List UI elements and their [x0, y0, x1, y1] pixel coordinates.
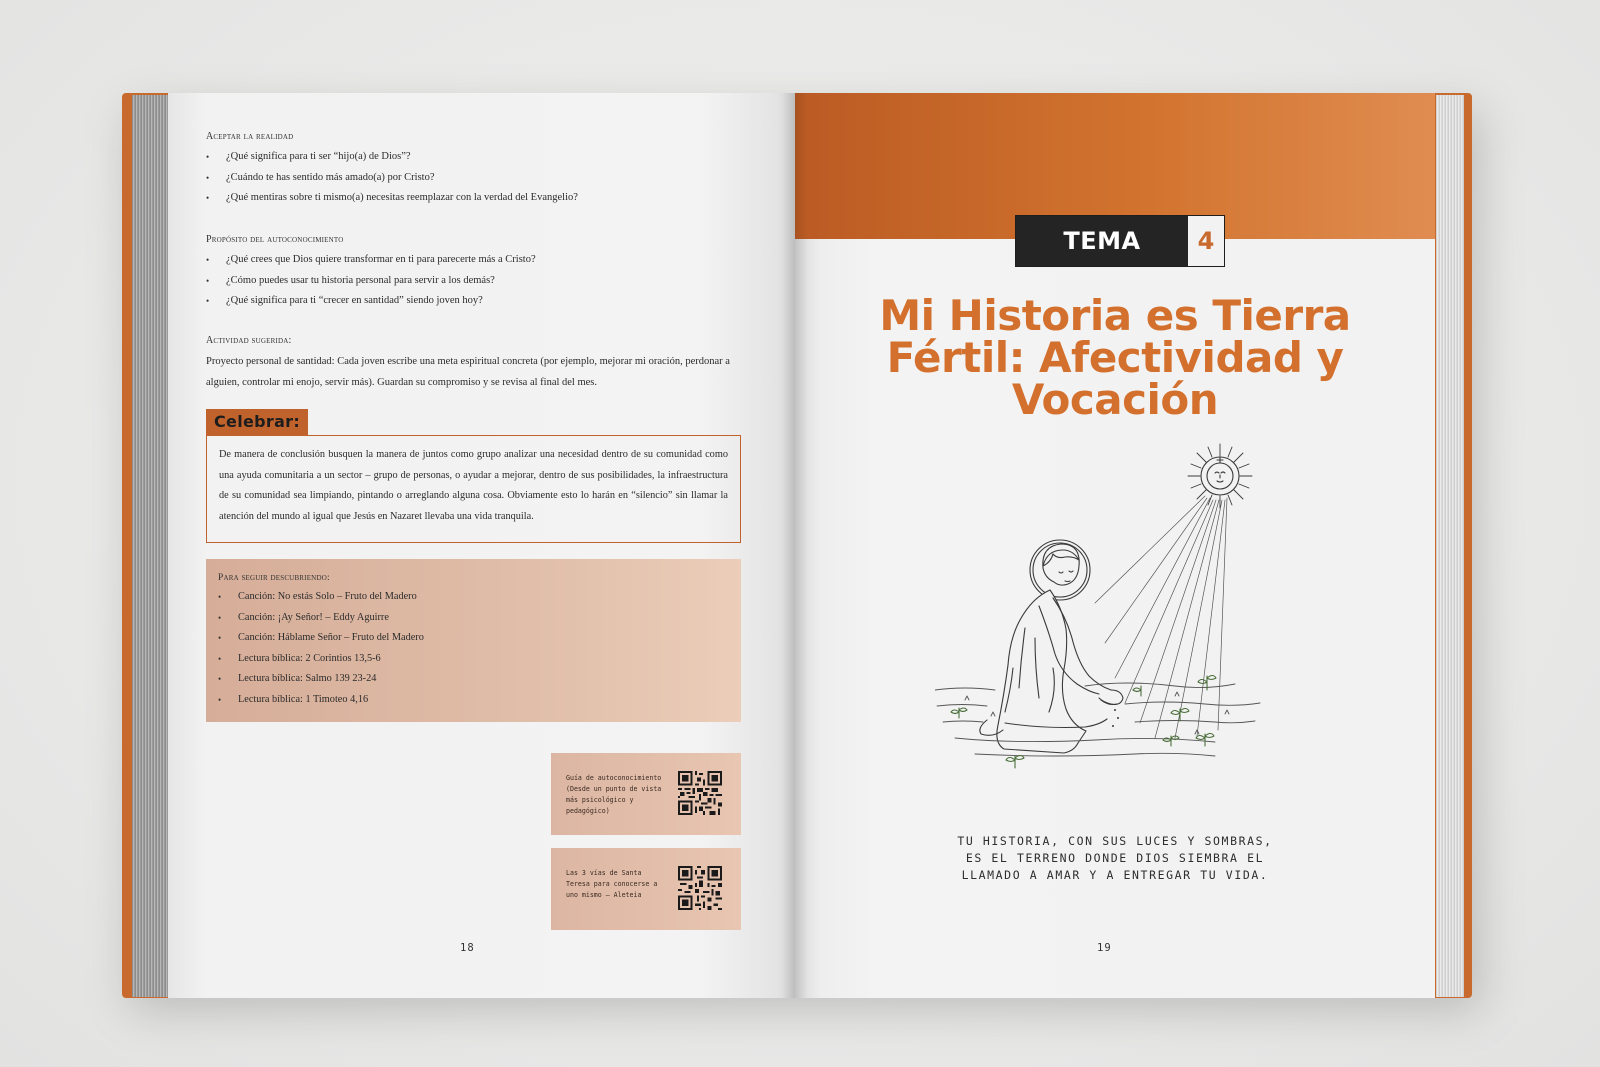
sun-icon	[1188, 444, 1252, 508]
left-page	[168, 93, 795, 998]
section-heading: Actividad sugerida:	[206, 335, 292, 346]
celebrar-text: De manera de conclusión busquen la manera de juntos como grupo analizar una necesidad dentro de su comunidad como una ayuda comunitaria a un sector – grupo de personas, o ayudar a mejorar, dentro de sus posibilidades, la infraestructura de su comunidad sea limpiando, pintando o arreglando alguna cosa. Obviamente esto lo harán en “silencio” sin llamar la atención del mundo al igual que Jesús en Nazaret llevaba una vida tranquila.	[219, 449, 728, 522]
bullet-list	[218, 587, 729, 710]
section-heading: Propósito del autoconocimiento	[206, 234, 344, 245]
activity-text: Proyecto personal de santidad: Cada joven escribe una meta espiritual concreta (por ejemplo, mejorar mi oración, perdonar a alguien, controlar mi enojo, servir más). Guardan su compromiso y se revisa al final del mes.	[206, 356, 730, 388]
section-aceptar	[206, 131, 754, 209]
page-edges-left	[132, 95, 168, 997]
celebrar-title: Celebrar:	[206, 409, 308, 435]
celebrar-box	[206, 435, 741, 543]
list-item: • Lectura bíblica: 1 Timoteo 4,16	[218, 690, 729, 711]
chapter-quote	[875, 833, 1355, 884]
page-edges-right	[1436, 95, 1464, 997]
list-item: • ¿Qué mentiras sobre ti mismo(a) necesitas reemplazar con la verdad del Evangelio?	[206, 188, 754, 209]
qr-code-icon[interactable]	[678, 866, 722, 910]
list-item: • ¿Qué significa para ti ser “hijo(a) de Dios”?	[206, 147, 754, 168]
section-heading: Para seguir descubriendo:	[218, 573, 330, 583]
chapter-title: Mi Historia es Tierra Fértil: Afectividad y Vocación	[879, 291, 1351, 424]
page-number: 18	[460, 942, 475, 954]
quote-line: LLAMADO A AMAR Y A ENTREGAR TU VIDA.	[961, 868, 1269, 882]
list-item: • Lectura bíblica: 2 Corintios 13,5-6	[218, 649, 729, 670]
tema-number: 4	[1197, 227, 1215, 255]
list-item: • ¿Qué significa para ti “crecer en santidad” siendo joven hoy?	[206, 291, 754, 312]
list-item: • ¿Qué crees que Dios quiere transformar en ti para parecerte más a Cristo?	[206, 250, 754, 271]
right-page	[795, 93, 1435, 998]
tema-label: TEMA	[1016, 216, 1188, 266]
kneeling-boy-sowing-illustration	[935, 438, 1275, 783]
tema-badge	[1015, 215, 1225, 267]
seguir-descubriendo-box	[206, 559, 741, 722]
qr-card-text: Guía de autoconocimiento (Desde un punto de vista más psicológico y pedagógico)	[566, 774, 662, 815]
list-item: • Canción: No estás Solo – Fruto del Madero	[218, 587, 729, 608]
qr-card-santa-teresa[interactable]	[551, 848, 741, 930]
qr-code-icon[interactable]	[678, 771, 722, 815]
bullet-list	[206, 250, 754, 312]
qr-card-text: Las 3 vías de Santa Teresa para conocerse a uno mismo – Aleteia	[566, 869, 658, 899]
quote-line: TU HISTORIA, CON SUS LUCES Y SOMBRAS,	[957, 834, 1273, 848]
bullet-list	[206, 147, 754, 209]
list-item: • Canción: ¡Ay Señor! – Eddy Aguirre	[218, 608, 729, 629]
section-heading: Aceptar la realidad	[206, 131, 294, 142]
qr-card-guia[interactable]	[551, 753, 741, 835]
list-item: • ¿Cómo puedes usar tu historia personal para servir a los demás?	[206, 271, 754, 292]
list-item: • Lectura bíblica: Salmo 139 23-24	[218, 669, 729, 690]
list-item: • ¿Cuándo te has sentido más amado(a) por Cristo?	[206, 168, 754, 189]
section-proposito	[206, 234, 754, 312]
page-number: 19	[1097, 942, 1112, 954]
list-item: • Canción: Háblame Señor – Fruto del Madero	[218, 628, 729, 649]
section-actividad	[206, 335, 754, 393]
quote-line: ES EL TERRENO DONDE DIOS SIEMBRA EL	[965, 851, 1265, 865]
